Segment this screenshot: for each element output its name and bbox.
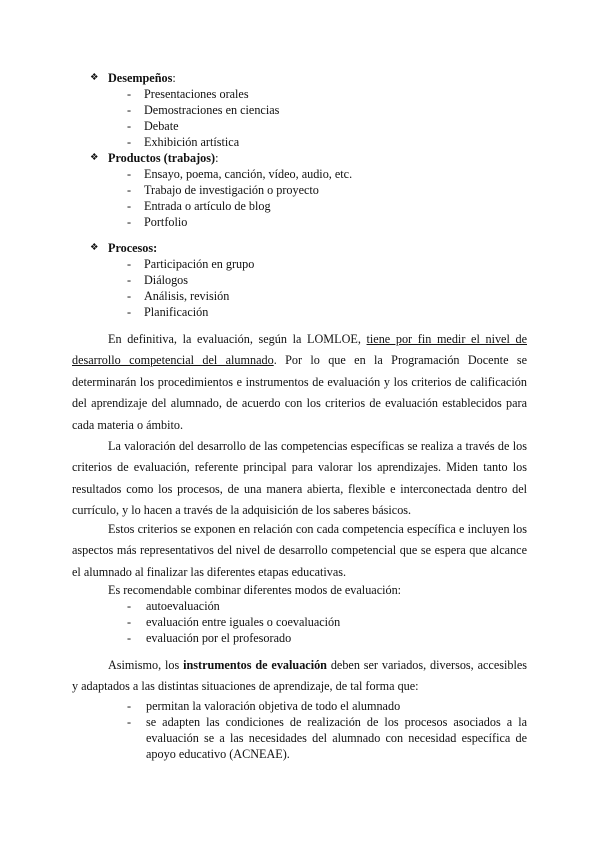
underlined-phrase: tiene por fin medir el nivel de desarrollo competencial del alumnado	[72, 332, 527, 368]
diamond-bullet-icon: ❖	[90, 243, 99, 253]
bold-phrase: instrumentos de evaluación	[183, 658, 327, 672]
paragraph-valoracion: La valoración del desarrollo de las competencias específicas se realiza a través de los criterios de evaluación, referente principal para valorar los aprendizajes. Miden tanto los resultados como los procesos, de una manera abierta, flexible e interconectada dentro del currículo, y lo hacen a través de la adquisición de los saberes básicos.	[72, 439, 527, 518]
heading-desempenos: Desempeños:	[108, 71, 176, 85]
document-page: ❖ Desempeños: - Presentaciones orales - Demostraciones en ciencias - Debate - Exhibición artística ❖ Productos (trabajos): - Ensayo, poema, canción, vídeo, audio, etc. - Trabajo de investigación o proyecto - Entrada o artículo de blog - Portfolio ❖ Procesos: - Participación en grupo - Diálogos - Análisis, revisión - Planificación En definitiva, la evaluación, según la LOMLOE, tiene por fin medir el nivel de desarrollo competencial del alumnado. Por lo que en la Programación Docente se determinarán los procedimientos e instrumentos de evaluación y los criterios de calificación del aprendizaje del alumnado, de acuerdo con los criterios de evaluación establecidos para cada materia o ámbito. La valoración del desarrollo de las competencias específicas se realiza a través de los criterios de evaluación, referente principal para valorar los aprendizajes. Miden tanto los resultados como los procesos, de una manera abierta, flexible e interconectada dentro del currículo, y lo hacen a través de la adquisición de los saberes básicos. Estos criterios se exponen en relación con cada competencia específica e incluyen los aspectos más representativos del nivel de desarrollo competencial que se espera que alcance el alumnado al finalizar las diferentes etapas educativas. Es recomendable combinar diferentes modos de evaluación: - autoevaluación - evaluación entre iguales o coevaluación - evaluación por el profesorado Asimismo, los instrumentos de evaluación deben ser variados, diversos, accesibles y adaptados a las distintas situaciones de aprendizaje, de tal forma que: - permitan la valoración objetiva de todo el alumnado - se adapten las condiciones de realización de los procesos asociados a la evaluación se a las necesidades del alumnado con necesidad específica de apoyo educativo (ACNEAE).	[72, 71, 527, 761]
diamond-bullet-icon: ❖	[90, 73, 99, 83]
list-item-text: se adapten las condiciones de realización de los procesos asociados a la evaluación se a las necesidades del alumnado con necesidad específica de apoyo educativo (ACNEAE).	[146, 715, 527, 761]
paragraph-criterios: Estos criterios se exponen en relación con cada competencia específica e incluyen los aspectos más representativos del nivel de desarrollo competencial que se espera que alcance el alumnado al finalizar las diferentes etapas educativas.	[72, 522, 527, 579]
paragraph-modos: Es recomendable combinar diferentes modos de evaluación:	[108, 583, 402, 597]
heading-productos: Productos (trabajos):	[108, 151, 219, 165]
paragraph-lomloe: En definitiva, la evaluación, según la LOMLOE, tiene por fin medir el nivel de desarrollo competencial del alumnado. Por lo que en la Programación Docente se determinarán los procedimientos e instrumentos de evaluación y los criterios de calificación del aprendizaje del alumnado, de acuerdo con los criterios de evaluación establecidos para cada materia o ámbito.	[72, 332, 527, 432]
diamond-bullet-icon: ❖	[90, 153, 99, 163]
heading-procesos: Procesos:	[108, 241, 158, 255]
paragraph-instrumentos: Asimismo, los instrumentos de evaluación deben ser variados, diversos, accesibles y adaptados a las distintas situaciones de aprendizaje, de tal forma que:	[72, 658, 527, 694]
